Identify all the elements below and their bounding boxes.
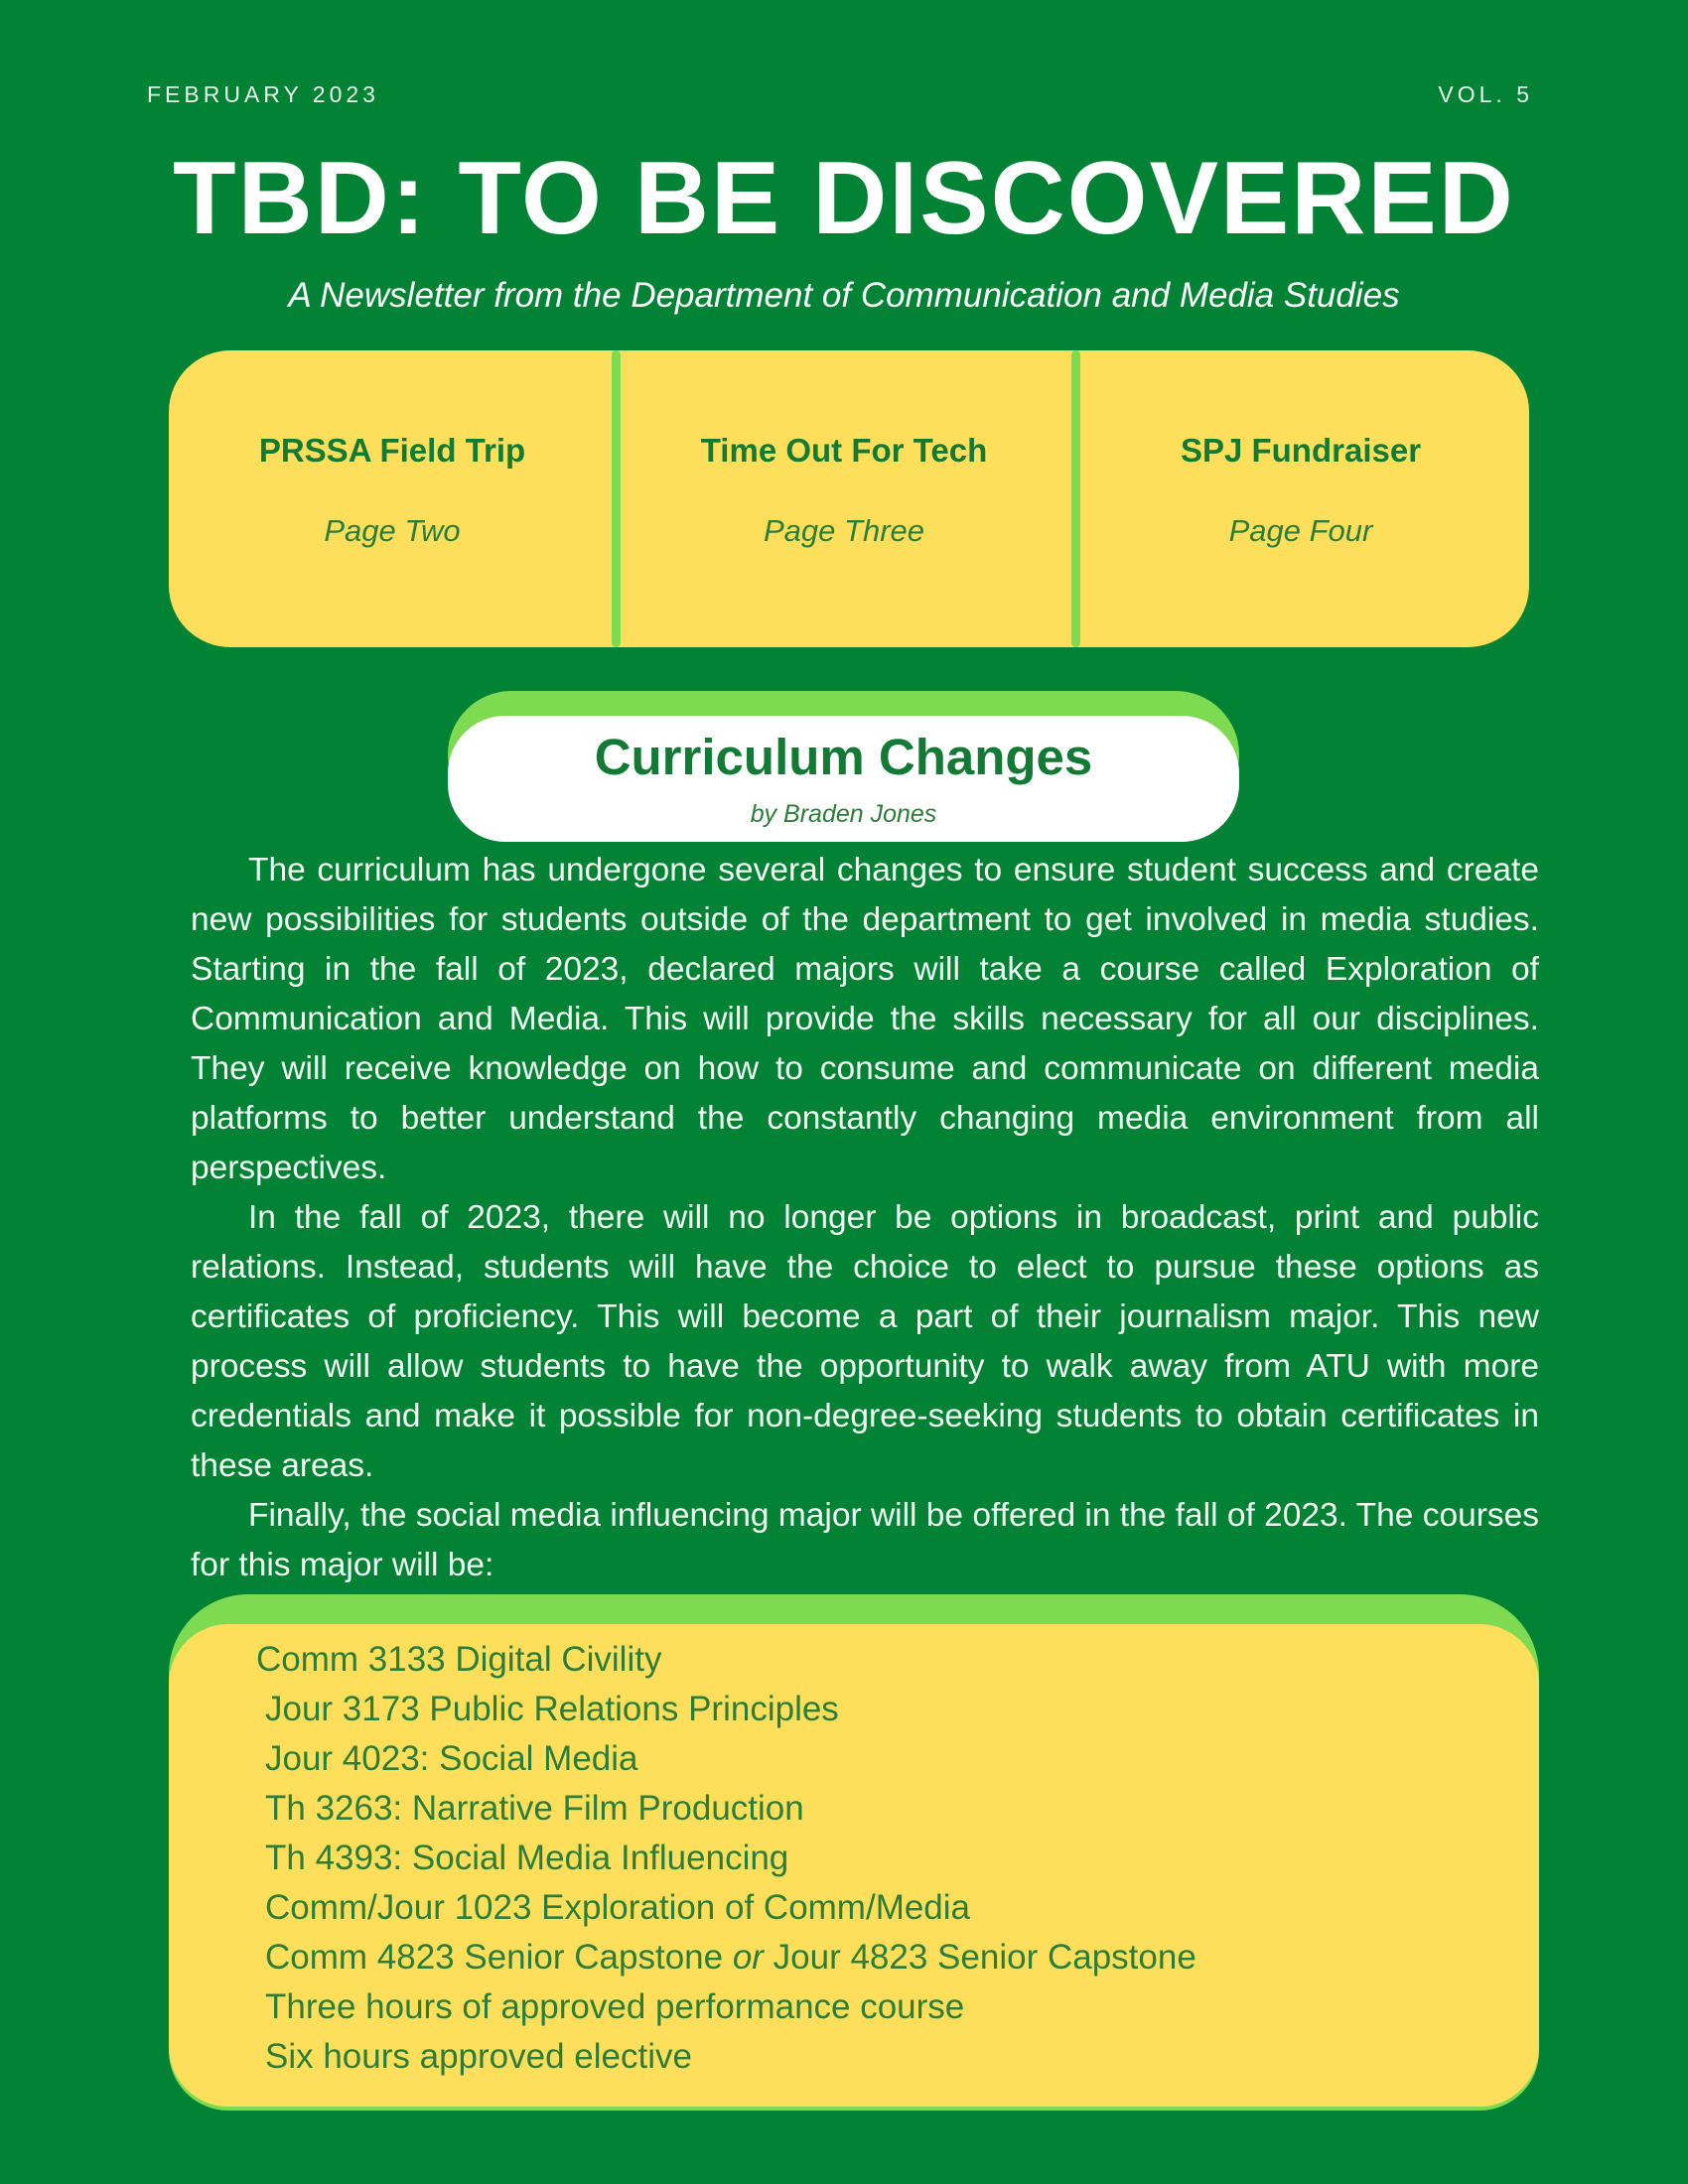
toc-item-page: Page Three [764,513,924,548]
toc-item-page: Page Four [1228,513,1373,548]
article-paragraph: In the fall of 2023, there will no longer be options in broadcast, print and public relations. Instead, students will have the choice to elect to pursue these options as certificates of proficiency. This will become a part of their journalism major. This new process will allow students to have the opportunity to walk away from ATU with more credentials and make it possible for non-degree-seeking students to obtain certificates in these areas. [191,1199,1539,1484]
table-of-contents [169,350,1529,647]
toc-divider [1071,350,1080,647]
capstone-option-jour: Jour 4823 Senior Capstone [763,1938,1196,1977]
article-body [191,846,1539,1590]
capstone-option-comm: Comm 4823 Senior Capstone [265,1938,733,1977]
course-item: Comm/Jour 1023 Exploration of Comm/Media [265,1888,971,1927]
toc-item-page: Page Two [324,513,461,548]
volume-number: VOL. 5 [1438,81,1533,107]
article-title: Curriculum Changes [594,729,1093,785]
toc-item-time-out-for-tech[interactable] [616,350,1072,647]
course-item: Comm 3133 Digital Civility [256,1640,662,1679]
toc-item-heading: PRSSA Field Trip [258,432,526,469]
toc-divider [612,350,621,647]
course-item: Jour 4023: Social Media [265,1739,638,1778]
course-item: Three hours of approved performance course [265,1987,965,2026]
issue-date: FEBRUARY 2023 [147,81,379,107]
capstone-or: or [732,1938,764,1977]
article-byline: by Braden Jones [750,800,937,828]
toc-item-heading: SPJ Fundraiser [1180,432,1422,469]
course-item: Th 3263: Narrative Film Production [265,1789,804,1828]
toc-item-heading: Time Out For Tech [700,432,988,469]
article-paragraph: The curriculum has undergone several changes to ensure student success and create new possibilities for students outside of the department to get involved in media studies. Starting in the fall of 2023, declared majors will take a course called Exploration of Communication and Media. This will provide the skills necessary for all our disciplines. They will receive knowledge on how to consume and communicate on different media platforms to better understand the constantly changing media environment from all perspectives. [191,852,1539,1186]
course-item: Th 4393: Social Media Influencing [265,1839,789,1877]
article-paragraph: Finally, the social media influencing major will be offered in the fall of 2023. The courses for this major will be: [191,1497,1539,1583]
course-list [256,1635,1196,2082]
course-item: Six hours approved elective [265,2037,692,2076]
newsletter-subtitle: A Newsletter from the Department of Communication and Media Studies [288,276,1400,315]
course-item: Jour 3173 Public Relations Principles [265,1690,839,1728]
newsletter-title: TBD: TO BE DISCOVERED [173,141,1515,256]
course-item-capstone [256,1933,1196,1982]
toc-item-prssa-field-trip[interactable] [169,350,616,647]
toc-item-spj-fundraiser[interactable] [1072,350,1529,647]
